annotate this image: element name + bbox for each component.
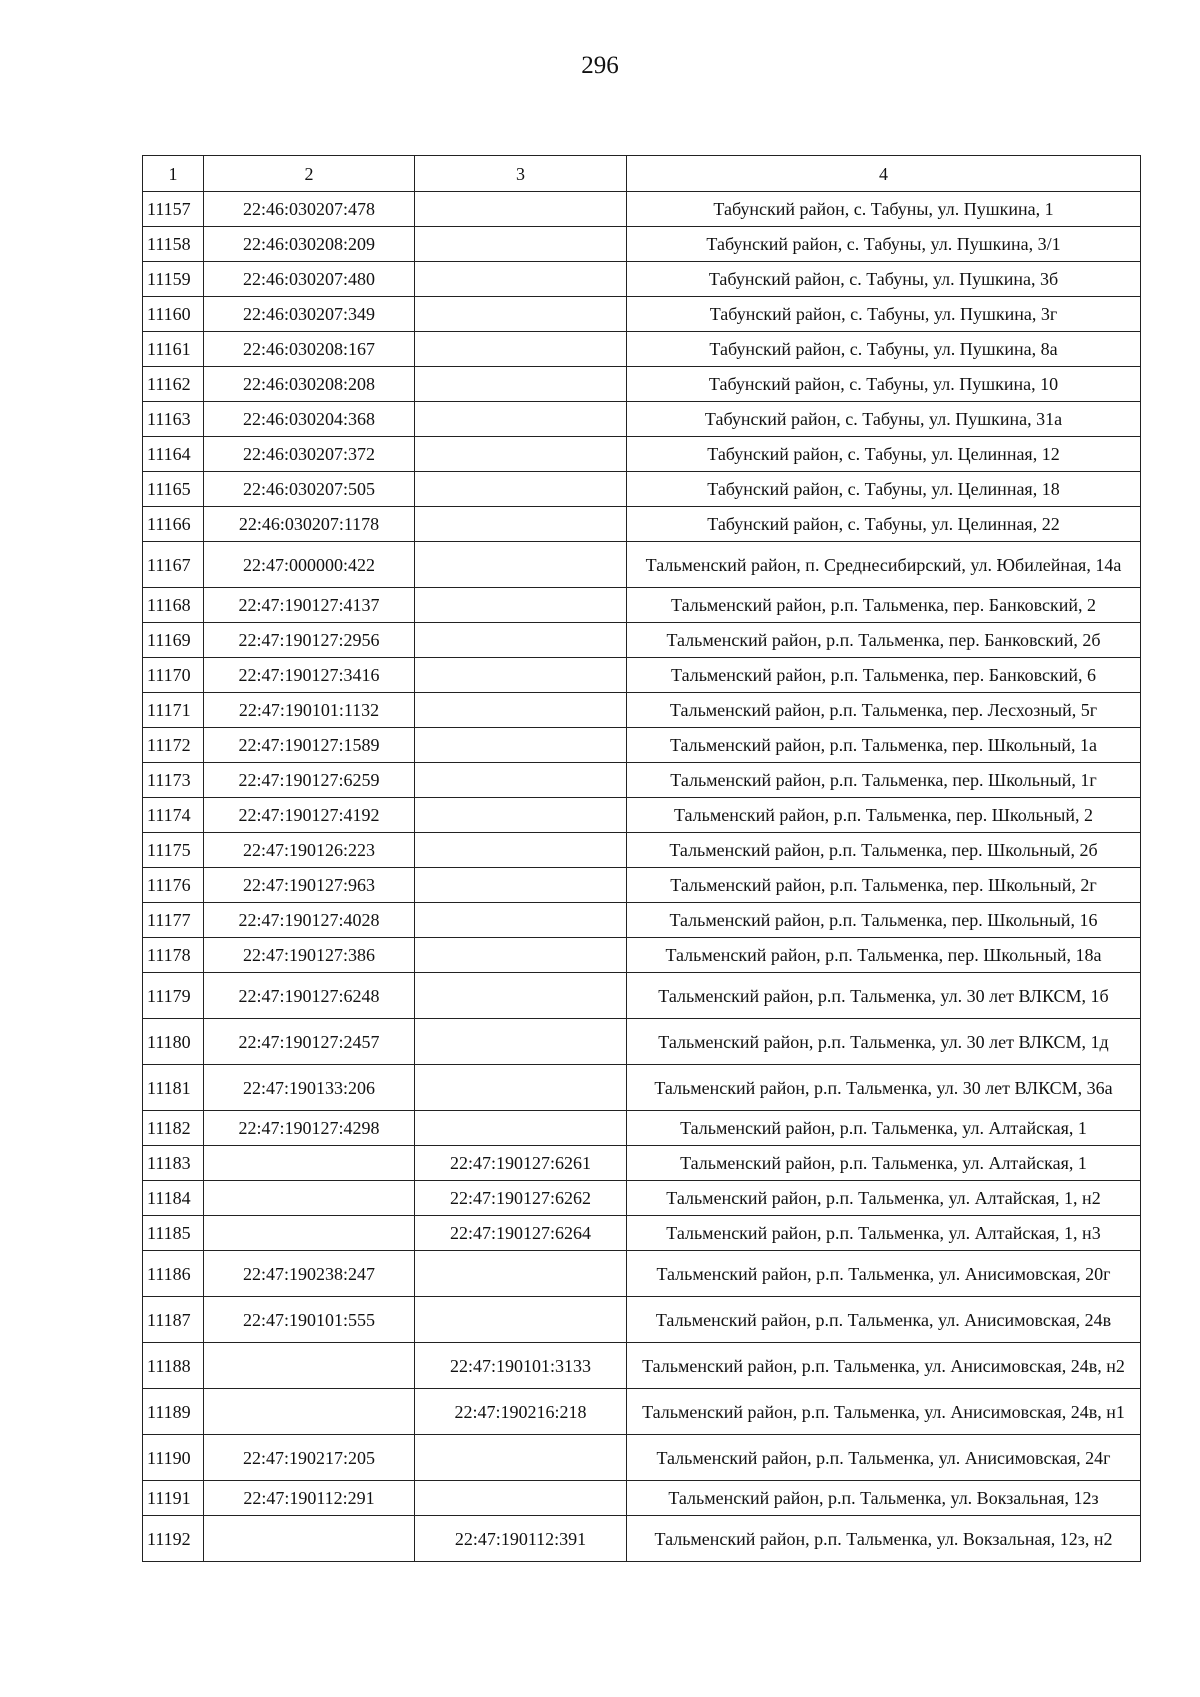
- related-cadastral-number-cell: [415, 1019, 627, 1065]
- address-cell: Тальменский район, р.п. Тальменка, пер. Школьный, 18а: [627, 938, 1141, 973]
- related-cadastral-number-cell: [415, 507, 627, 542]
- address-cell: Тальменский район, р.п. Тальменка, ул. Алтайская, 1: [627, 1146, 1141, 1181]
- address-cell: Тальменский район, р.п. Тальменка, ул. Алтайская, 1: [627, 1111, 1141, 1146]
- address-cell: Тальменский район, р.п. Тальменка, пер. Банковский, 2: [627, 588, 1141, 623]
- table-row: [143, 973, 1141, 1019]
- row-number-cell: 11183: [143, 1146, 204, 1181]
- related-cadastral-number-cell: [415, 588, 627, 623]
- cadastral-number-cell: 22:46:030204:368: [204, 402, 415, 437]
- cadastral-number-cell: 22:47:190127:963: [204, 868, 415, 903]
- row-number-cell: 11164: [143, 437, 204, 472]
- table-row: [143, 1019, 1141, 1065]
- table-row: [143, 227, 1141, 262]
- header-col-3: 3: [415, 156, 627, 192]
- related-cadastral-number-cell: 22:47:190127:6264: [415, 1216, 627, 1251]
- table-row: [143, 588, 1141, 623]
- address-cell: Табунский район, с. Табуны, ул. Пушкина, 3б: [627, 262, 1141, 297]
- related-cadastral-number-cell: 22:47:190112:391: [415, 1516, 627, 1562]
- address-cell: Тальменский район, р.п. Тальменка, ул. Алтайская, 1, н2: [627, 1181, 1141, 1216]
- table-row: [143, 1181, 1141, 1216]
- cadastral-number-cell: 22:46:030207:505: [204, 472, 415, 507]
- related-cadastral-number-cell: [415, 973, 627, 1019]
- address-cell: Тальменский район, р.п. Тальменка, ул. Анисимовская, 24в: [627, 1297, 1141, 1343]
- related-cadastral-number-cell: [415, 763, 627, 798]
- related-cadastral-number-cell: [415, 297, 627, 332]
- cadastral-number-cell: 22:47:190112:291: [204, 1481, 415, 1516]
- row-number-cell: 11165: [143, 472, 204, 507]
- row-number-cell: 11177: [143, 903, 204, 938]
- table-row: [143, 367, 1141, 402]
- row-number-cell: 11170: [143, 658, 204, 693]
- table-row: [143, 1389, 1141, 1435]
- row-number-cell: 11175: [143, 833, 204, 868]
- cadastral-number-cell: 22:47:190127:386: [204, 938, 415, 973]
- cadastral-number-cell: 22:47:190127:6259: [204, 763, 415, 798]
- row-number-cell: 11180: [143, 1019, 204, 1065]
- row-number-cell: 11188: [143, 1343, 204, 1389]
- cadastral-number-cell: 22:47:190238:247: [204, 1251, 415, 1297]
- address-cell: Тальменский район, р.п. Тальменка, ул. Анисимовская, 24г: [627, 1435, 1141, 1481]
- row-number-cell: 11173: [143, 763, 204, 798]
- table-body: [143, 192, 1141, 1562]
- address-cell: Табунский район, с. Табуны, ул. Целинная, 22: [627, 507, 1141, 542]
- table-row: [143, 903, 1141, 938]
- table-row: [143, 332, 1141, 367]
- table-row: [143, 542, 1141, 588]
- cadastral-number-cell: 22:47:190127:1589: [204, 728, 415, 763]
- table-row: [143, 1343, 1141, 1389]
- address-cell: Тальменский район, р.п. Тальменка, пер. Школьный, 16: [627, 903, 1141, 938]
- table-row: [143, 1516, 1141, 1562]
- header-col-1: 1: [143, 156, 204, 192]
- address-cell: Тальменский район, р.п. Тальменка, пер. Школьный, 1г: [627, 763, 1141, 798]
- cadastral-number-cell: 22:47:190133:206: [204, 1065, 415, 1111]
- table-row: [143, 297, 1141, 332]
- header-row: [143, 156, 1141, 192]
- row-number-cell: 11185: [143, 1216, 204, 1251]
- cadastral-number-cell: 22:47:190127:4028: [204, 903, 415, 938]
- address-cell: Тальменский район, р.п. Тальменка, пер. Школьный, 1а: [627, 728, 1141, 763]
- cadastral-number-cell: 22:47:190127:4192: [204, 798, 415, 833]
- row-number-cell: 11161: [143, 332, 204, 367]
- address-cell: Тальменский район, р.п. Тальменка, пер. Лесхозный, 5г: [627, 693, 1141, 728]
- header-col-2: 2: [204, 156, 415, 192]
- cadastral-number-cell: [204, 1146, 415, 1181]
- cadastral-number-cell: 22:47:190127:4298: [204, 1111, 415, 1146]
- row-number-cell: 11162: [143, 367, 204, 402]
- table-row: [143, 1111, 1141, 1146]
- row-number-cell: 11187: [143, 1297, 204, 1343]
- row-number-cell: 11182: [143, 1111, 204, 1146]
- related-cadastral-number-cell: [415, 728, 627, 763]
- row-number-cell: 11181: [143, 1065, 204, 1111]
- related-cadastral-number-cell: [415, 437, 627, 472]
- table-row: [143, 833, 1141, 868]
- related-cadastral-number-cell: [415, 192, 627, 227]
- cadastral-number-cell: 22:47:190127:2457: [204, 1019, 415, 1065]
- address-cell: Тальменский район, р.п. Тальменка, ул. Анисимовская, 24в, н1: [627, 1389, 1141, 1435]
- related-cadastral-number-cell: 22:47:190216:218: [415, 1389, 627, 1435]
- related-cadastral-number-cell: [415, 1481, 627, 1516]
- cadastral-number-cell: 22:46:030208:208: [204, 367, 415, 402]
- row-number-cell: 11168: [143, 588, 204, 623]
- table-row: [143, 472, 1141, 507]
- related-cadastral-number-cell: [415, 1111, 627, 1146]
- table-row: [143, 192, 1141, 227]
- row-number-cell: 11174: [143, 798, 204, 833]
- related-cadastral-number-cell: [415, 833, 627, 868]
- related-cadastral-number-cell: [415, 262, 627, 297]
- row-number-cell: 11191: [143, 1481, 204, 1516]
- row-number-cell: 11179: [143, 973, 204, 1019]
- table-row: [143, 868, 1141, 903]
- related-cadastral-number-cell: [415, 542, 627, 588]
- row-number-cell: 11163: [143, 402, 204, 437]
- address-cell: Тальменский район, р.п. Тальменка, ул. Вокзальная, 12з, н2: [627, 1516, 1141, 1562]
- row-number-cell: 11171: [143, 693, 204, 728]
- row-number-cell: 11186: [143, 1251, 204, 1297]
- row-number-cell: 11192: [143, 1516, 204, 1562]
- related-cadastral-number-cell: [415, 1297, 627, 1343]
- table-row: [143, 1435, 1141, 1481]
- row-number-cell: 11184: [143, 1181, 204, 1216]
- address-cell: Тальменский район, р.п. Тальменка, ул. Вокзальная, 12з: [627, 1481, 1141, 1516]
- cadastral-number-cell: 22:47:190127:2956: [204, 623, 415, 658]
- address-cell: Тальменский район, р.п. Тальменка, ул. 30 лет ВЛКСМ, 1д: [627, 1019, 1141, 1065]
- row-number-cell: 11190: [143, 1435, 204, 1481]
- table-row: [143, 1297, 1141, 1343]
- table-row: [143, 437, 1141, 472]
- row-number-cell: 11166: [143, 507, 204, 542]
- address-cell: Тальменский район, р.п. Тальменка, пер. Школьный, 2г: [627, 868, 1141, 903]
- cadastral-number-cell: 22:46:030208:167: [204, 332, 415, 367]
- cadastral-number-cell: 22:46:030207:480: [204, 262, 415, 297]
- row-number-cell: 11160: [143, 297, 204, 332]
- header-col-4: 4: [627, 156, 1141, 192]
- address-cell: Тальменский район, р.п. Тальменка, ул. Алтайская, 1, н3: [627, 1216, 1141, 1251]
- table-row: [143, 507, 1141, 542]
- related-cadastral-number-cell: [415, 332, 627, 367]
- row-number-cell: 11167: [143, 542, 204, 588]
- cadastral-number-cell: 22:46:030207:372: [204, 437, 415, 472]
- row-number-cell: 11158: [143, 227, 204, 262]
- cadastral-number-cell: 22:46:030207:1178: [204, 507, 415, 542]
- row-number-cell: 11159: [143, 262, 204, 297]
- address-cell: Табунский район, с. Табуны, ул. Пушкина, 31а: [627, 402, 1141, 437]
- address-cell: Табунский район, с. Табуны, ул. Пушкина, 1: [627, 192, 1141, 227]
- related-cadastral-number-cell: [415, 227, 627, 262]
- cadastral-number-cell: 22:47:190101:1132: [204, 693, 415, 728]
- related-cadastral-number-cell: [415, 367, 627, 402]
- related-cadastral-number-cell: [415, 868, 627, 903]
- cadastral-number-cell: 22:46:030208:209: [204, 227, 415, 262]
- registry-table: [142, 155, 1141, 1562]
- table-header: [143, 156, 1141, 192]
- cadastral-number-cell: [204, 1216, 415, 1251]
- row-number-cell: 11157: [143, 192, 204, 227]
- address-cell: Табунский район, с. Табуны, ул. Пушкина, 3/1: [627, 227, 1141, 262]
- row-number-cell: 11172: [143, 728, 204, 763]
- address-cell: Тальменский район, р.п. Тальменка, пер. Банковский, 2б: [627, 623, 1141, 658]
- address-cell: Тальменский район, р.п. Тальменка, пер. Школьный, 2: [627, 798, 1141, 833]
- address-cell: Табунский район, с. Табуны, ул. Пушкина, 10: [627, 367, 1141, 402]
- cadastral-number-cell: [204, 1181, 415, 1216]
- address-cell: Табунский район, с. Табуны, ул. Пушкина, 8а: [627, 332, 1141, 367]
- row-number-cell: 11189: [143, 1389, 204, 1435]
- related-cadastral-number-cell: 22:47:190127:6261: [415, 1146, 627, 1181]
- address-cell: Тальменский район, п. Среднесибирский, ул. Юбилейная, 14а: [627, 542, 1141, 588]
- cadastral-number-cell: 22:47:190126:223: [204, 833, 415, 868]
- cadastral-number-cell: [204, 1389, 415, 1435]
- cadastral-number-cell: 22:47:190127:3416: [204, 658, 415, 693]
- address-cell: Табунский район, с. Табуны, ул. Целинная, 12: [627, 437, 1141, 472]
- cadastral-number-cell: 22:47:190101:555: [204, 1297, 415, 1343]
- related-cadastral-number-cell: [415, 623, 627, 658]
- table-row: [143, 763, 1141, 798]
- related-cadastral-number-cell: [415, 938, 627, 973]
- table-row: [143, 728, 1141, 763]
- table-row: [143, 623, 1141, 658]
- table-row: [143, 402, 1141, 437]
- table-row: [143, 1216, 1141, 1251]
- related-cadastral-number-cell: [415, 798, 627, 833]
- table-row: [143, 262, 1141, 297]
- related-cadastral-number-cell: [415, 1251, 627, 1297]
- table-row: [143, 938, 1141, 973]
- related-cadastral-number-cell: [415, 903, 627, 938]
- address-cell: Табунский район, с. Табуны, ул. Пушкина, 3г: [627, 297, 1141, 332]
- row-number-cell: 11169: [143, 623, 204, 658]
- address-cell: Тальменский район, р.п. Тальменка, ул. 30 лет ВЛКСМ, 36а: [627, 1065, 1141, 1111]
- address-cell: Тальменский район, р.п. Тальменка, пер. Банковский, 6: [627, 658, 1141, 693]
- table-row: [143, 1481, 1141, 1516]
- cadastral-number-cell: 22:47:190127:4137: [204, 588, 415, 623]
- address-cell: Тальменский район, р.п. Тальменка, пер. Школьный, 2б: [627, 833, 1141, 868]
- related-cadastral-number-cell: [415, 1435, 627, 1481]
- table-row: [143, 693, 1141, 728]
- table-row: [143, 798, 1141, 833]
- row-number-cell: 11176: [143, 868, 204, 903]
- row-number-cell: 11178: [143, 938, 204, 973]
- related-cadastral-number-cell: 22:47:190101:3133: [415, 1343, 627, 1389]
- address-cell: Тальменский район, р.п. Тальменка, ул. 30 лет ВЛКСМ, 1б: [627, 973, 1141, 1019]
- related-cadastral-number-cell: [415, 472, 627, 507]
- table-row: [143, 1251, 1141, 1297]
- table-row: [143, 1146, 1141, 1181]
- cadastral-number-cell: [204, 1516, 415, 1562]
- cadastral-number-cell: 22:47:190127:6248: [204, 973, 415, 1019]
- related-cadastral-number-cell: [415, 693, 627, 728]
- address-cell: Тальменский район, р.п. Тальменка, ул. Анисимовская, 20г: [627, 1251, 1141, 1297]
- table-row: [143, 1065, 1141, 1111]
- cadastral-number-cell: 22:46:030207:478: [204, 192, 415, 227]
- address-cell: Тальменский район, р.п. Тальменка, ул. Анисимовская, 24в, н2: [627, 1343, 1141, 1389]
- cadastral-number-cell: 22:47:190217:205: [204, 1435, 415, 1481]
- cadastral-number-cell: 22:46:030207:349: [204, 297, 415, 332]
- related-cadastral-number-cell: [415, 402, 627, 437]
- cadastral-number-cell: 22:47:000000:422: [204, 542, 415, 588]
- page-number: 296: [581, 52, 619, 79]
- address-cell: Табунский район, с. Табуны, ул. Целинная, 18: [627, 472, 1141, 507]
- cadastral-number-cell: [204, 1343, 415, 1389]
- related-cadastral-number-cell: [415, 1065, 627, 1111]
- related-cadastral-number-cell: 22:47:190127:6262: [415, 1181, 627, 1216]
- related-cadastral-number-cell: [415, 658, 627, 693]
- table-row: [143, 658, 1141, 693]
